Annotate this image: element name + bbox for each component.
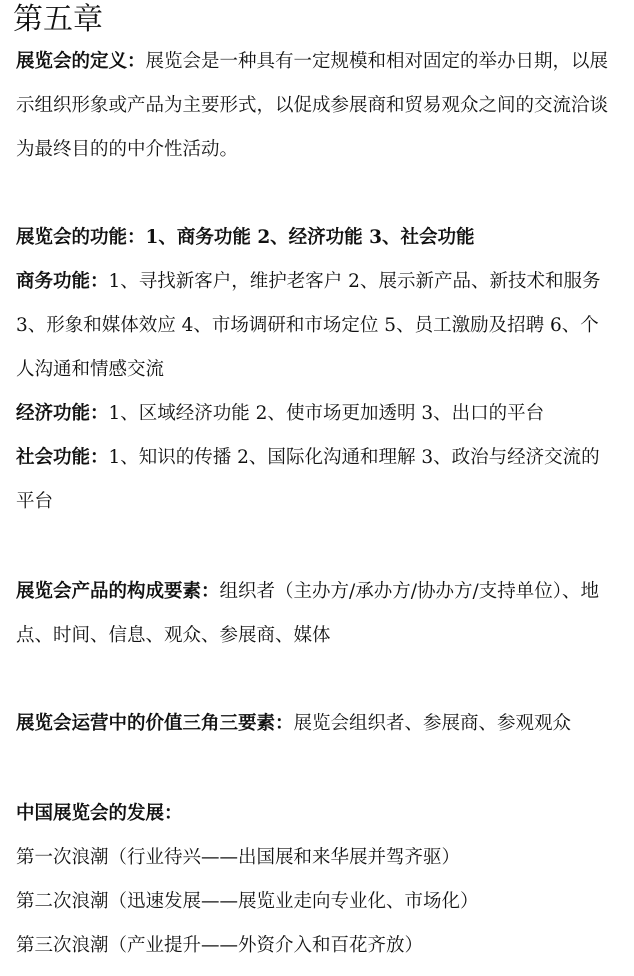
- triangle-text: 展览会组织者、参展商、参观观众: [293, 713, 572, 734]
- business-function-paragraph: [16, 260, 612, 392]
- triangle-paragraph: [16, 702, 612, 746]
- business-function-term: 商务功能：: [16, 271, 109, 292]
- definition-term: 展览会的定义：: [16, 51, 146, 72]
- social-function-text: 1、知识的传播 2、国际化沟通和理解 3、政治与经济交流的平台: [16, 447, 600, 512]
- functions-heading: 展览会的功能：1、商务功能 2、经济功能 3、社会功能: [16, 227, 475, 248]
- definition-paragraph: [16, 40, 612, 172]
- chapter-title: 第五章: [13, 2, 103, 37]
- development-wave-3: 第三次浪潮（产业提升——外资介入和百花齐放）: [16, 935, 424, 956]
- economic-function-term: 经济功能：: [16, 403, 109, 424]
- development-heading: 中国展览会的发展：: [16, 803, 183, 824]
- economic-function-paragraph: [16, 392, 612, 436]
- business-function-text: 1、寻找新客户，维护老客户 2、展示新产品、新技术和服务 3、形象和媒体效应 4、市场调研和市场定位 5、员工激励及招聘 6、个人沟通和情感交流: [16, 271, 601, 380]
- definition-text: 展览会是一种具有一定规模和相对固定的举办日期，以展示组织形象或产品为主要形式，以促成参展商和贸易观众之间的交流洽谈为最终目的的中介性活动。: [16, 51, 609, 160]
- social-function-term: 社会功能：: [16, 447, 109, 468]
- elements-text: 组织者（主办方/承办方/协办方/支持单位）、地点、时间、信息、观众、参展商、媒体: [16, 581, 599, 646]
- development-wave-1: 第一次浪潮（行业待兴——出国展和来华展并驾齐驱）: [16, 847, 461, 868]
- elements-paragraph: [16, 570, 612, 658]
- development-wave-2: 第二次浪潮（迅速发展——展览业走向专业化、市场化）: [16, 891, 479, 912]
- triangle-term: 展览会运营中的价值三角三要素：: [16, 713, 294, 734]
- economic-function-text: 1、区域经济功能 2、使市场更加透明 3、出口的平台: [108, 403, 545, 424]
- elements-term: 展览会产品的构成要素：: [16, 581, 220, 602]
- social-function-paragraph: [16, 436, 612, 524]
